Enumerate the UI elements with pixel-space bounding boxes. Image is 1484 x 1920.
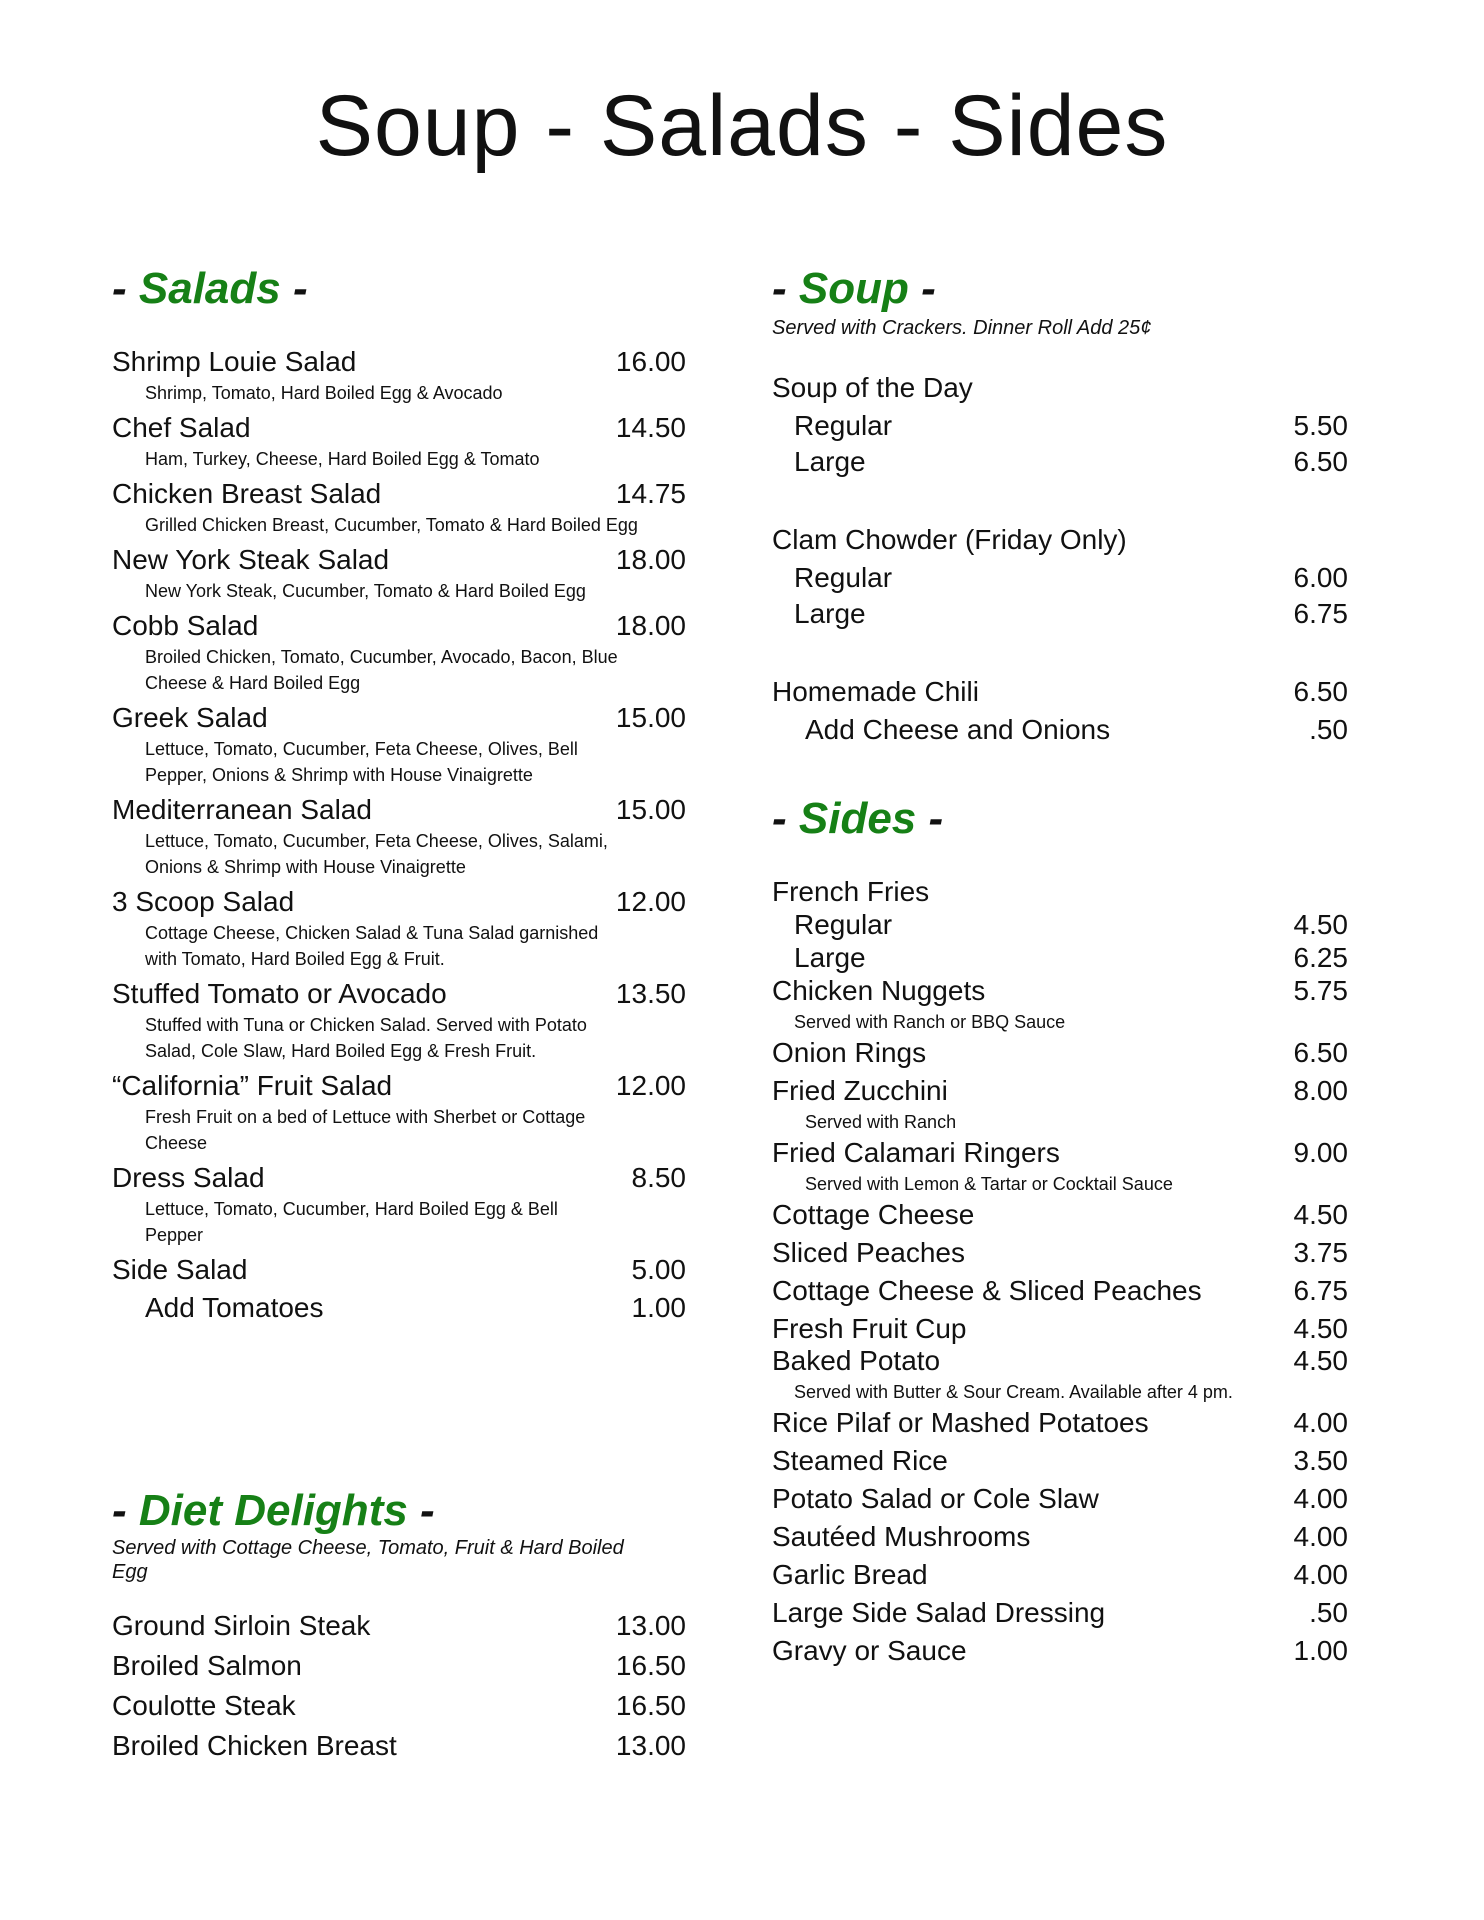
menu-item-row	[772, 1635, 1348, 1667]
item-description: Broiled Chicken, Tomato, Cucumber, Avocado, Bacon, Blue	[145, 647, 618, 667]
section-subtitle: Served with Cottage Cheese, Tomato, Fruit & Hard Boiled	[112, 1537, 624, 1559]
item-description: Salad, Cole Slaw, Hard Boiled Egg & Fresh Fruit.	[145, 1041, 537, 1061]
section-heading-salads	[112, 264, 308, 314]
menu-item-row	[772, 1597, 1348, 1629]
menu-item-row	[772, 1275, 1348, 1307]
item-name: Baked Potato	[772, 1345, 941, 1376]
menu-item-row	[112, 1254, 686, 1286]
item-name: Potato Salad or Cole Slaw	[772, 1483, 1099, 1514]
sub-item-row	[794, 562, 1348, 594]
item-name: Side Salad	[112, 1254, 248, 1285]
item-name: Garlic Bread	[772, 1559, 928, 1590]
menu-item-row	[112, 978, 686, 1010]
item-description: Lettuce, Tomato, Cucumber, Feta Cheese, Olives, Bell	[145, 739, 578, 759]
item-description: Served with Lemon & Tartar or Cocktail Sauce	[805, 1174, 1173, 1194]
menu-item-row	[112, 1690, 686, 1722]
item-price: 6.75	[1293, 1275, 1348, 1306]
item-name: Coulotte Steak	[112, 1690, 296, 1721]
item-price: 5.50	[1293, 410, 1348, 441]
item-price: 4.50	[1293, 1345, 1348, 1376]
item-price: 18.00	[615, 544, 686, 575]
menu-item-row	[772, 1483, 1348, 1515]
item-description: Served with Butter & Sour Cream. Available after 4 pm.	[794, 1382, 1233, 1402]
item-price: 4.50	[1293, 1199, 1348, 1230]
item-price: 6.50	[1293, 676, 1348, 707]
menu-item-row	[112, 610, 686, 642]
section-heading-sides	[772, 794, 943, 844]
item-name: Steamed Rice	[772, 1445, 948, 1476]
item-price: 12.00	[615, 1070, 686, 1101]
item-name: Fried Zucchini	[772, 1075, 948, 1106]
sub-item-row	[794, 410, 1348, 442]
item-name: Cottage Cheese	[772, 1199, 975, 1230]
heading-label: Sides	[798, 794, 917, 843]
item-name: Stuffed Tomato or Avocado	[112, 978, 447, 1009]
section-heading-soup	[772, 264, 936, 314]
item-name: Regular	[794, 562, 893, 593]
sub-item-row	[794, 446, 1348, 478]
item-description: Lettuce, Tomato, Cucumber, Hard Boiled Egg & Bell	[145, 1199, 558, 1219]
item-price: 4.00	[1293, 1559, 1348, 1590]
heading-label: Salads	[138, 264, 281, 313]
menu-item-row	[112, 478, 686, 510]
item-description: Pepper	[145, 1225, 204, 1245]
item-name: Homemade Chili	[772, 676, 979, 707]
item-name: Onion Rings	[772, 1037, 927, 1068]
item-description: Stuffed with Tuna or Chicken Salad. Served with Potato	[145, 1015, 587, 1035]
page-title: Soup - Salads - Sides	[315, 78, 1169, 174]
heading-label: Diet Delights	[138, 1486, 408, 1535]
item-name: Mediterranean Salad	[112, 794, 372, 825]
menu-item-row	[772, 1521, 1348, 1553]
menu-item-row	[112, 1610, 686, 1642]
item-name: Regular	[794, 410, 893, 441]
menu-item-row	[772, 876, 1348, 908]
item-description: Cheese	[145, 1133, 208, 1153]
menu-item-row	[772, 1137, 1348, 1169]
item-description: Cheese & Hard Boiled Egg	[145, 673, 361, 693]
heading-label: Soup	[798, 264, 909, 313]
heading-dash-left: -	[112, 264, 139, 313]
item-price: 14.75	[615, 478, 686, 509]
item-price: 14.50	[615, 412, 686, 443]
item-name: “California” Fruit Salad	[112, 1070, 393, 1101]
menu-item-row	[772, 372, 1348, 404]
item-price: 9.00	[1293, 1137, 1348, 1168]
menu-item-row	[112, 1070, 686, 1102]
item-name: Soup of the Day	[772, 372, 973, 403]
item-name: Regular	[794, 909, 893, 940]
item-price: 8.50	[631, 1162, 686, 1193]
menu-item-row	[772, 1407, 1348, 1439]
menu-item-row	[772, 1313, 1348, 1345]
item-price: 6.75	[1293, 598, 1348, 629]
item-name: Ground Sirloin Steak	[112, 1610, 371, 1641]
item-name: Cobb Salad	[112, 610, 259, 641]
menu-item-row	[772, 524, 1348, 556]
item-name: Chicken Nuggets	[772, 975, 986, 1006]
item-name: New York Steak Salad	[112, 544, 390, 575]
item-price: 16.50	[615, 1690, 686, 1721]
item-name: Sautéed Mushrooms	[772, 1521, 1031, 1552]
item-price: .50	[1309, 1597, 1348, 1628]
item-price: 6.25	[1293, 942, 1348, 973]
menu-item-row	[772, 1075, 1348, 1107]
item-description: Fresh Fruit on a bed of Lettuce with Sherbet or Cottage	[145, 1107, 586, 1127]
item-description: Ham, Turkey, Cheese, Hard Boiled Egg & Tomato	[145, 449, 540, 469]
heading-dash-right: -	[916, 794, 944, 843]
item-name: Gravy or Sauce	[772, 1635, 967, 1666]
menu-item-row	[112, 412, 686, 444]
item-price: 12.00	[615, 886, 686, 917]
item-price: 18.00	[615, 610, 686, 641]
item-name: Greek Salad	[112, 702, 268, 733]
item-name: Clam Chowder (Friday Only)	[772, 524, 1127, 555]
sub-item-row	[794, 942, 1348, 974]
item-name: Sliced Peaches	[772, 1237, 966, 1268]
item-price: 4.50	[1293, 1313, 1348, 1344]
sub-item-row	[805, 714, 1348, 746]
menu-item-row	[772, 975, 1348, 1007]
menu-item-row	[112, 1650, 686, 1682]
menu-item-row	[112, 1162, 686, 1194]
item-name: Shrimp Louie Salad	[112, 346, 357, 377]
item-description: New York Steak, Cucumber, Tomato & Hard Boiled Egg	[145, 581, 586, 601]
sub-item-row	[794, 909, 1348, 941]
menu-item-row	[112, 886, 686, 918]
heading-dash-right: -	[908, 264, 936, 313]
item-name: Chicken Breast Salad	[112, 478, 382, 509]
item-description: Onions & Shrimp with House Vinaigrette	[145, 857, 466, 877]
item-price: 6.50	[1293, 1037, 1348, 1068]
heading-dash-left: -	[772, 264, 799, 313]
section-subtitle: Served with Crackers. Dinner Roll Add 25¢	[772, 317, 1152, 339]
item-price: 4.00	[1293, 1407, 1348, 1438]
item-price: .50	[1309, 714, 1348, 745]
item-name: French Fries	[772, 876, 930, 907]
item-name: Broiled Chicken Breast	[112, 1730, 397, 1761]
item-price: 4.00	[1293, 1521, 1348, 1552]
sub-item-row	[794, 598, 1348, 630]
item-price: 13.00	[615, 1730, 686, 1761]
menu-item-row	[772, 676, 1348, 708]
item-price: 8.00	[1293, 1075, 1348, 1106]
menu-item-row	[772, 1199, 1348, 1231]
menu-item-row	[112, 544, 686, 576]
item-price: 16.00	[615, 346, 686, 377]
item-price: 13.00	[615, 1610, 686, 1641]
item-name: Dress Salad	[112, 1162, 265, 1193]
heading-dash-right: -	[280, 264, 308, 313]
section-heading-diet	[112, 1486, 435, 1536]
section-subtitle: Egg	[112, 1561, 148, 1583]
item-name: Add Cheese and Onions	[805, 714, 1111, 745]
item-description: Lettuce, Tomato, Cucumber, Feta Cheese, Olives, Salami,	[145, 831, 608, 851]
item-description: Cottage Cheese, Chicken Salad & Tuna Salad garnished	[145, 923, 599, 943]
item-price: 4.00	[1293, 1483, 1348, 1514]
item-name: Add Tomatoes	[145, 1292, 324, 1323]
item-name: Chef Salad	[112, 412, 251, 443]
heading-dash-right: -	[407, 1486, 435, 1535]
item-description: with Tomato, Hard Boiled Egg & Fruit.	[145, 949, 445, 969]
item-description: Served with Ranch	[805, 1112, 957, 1132]
menu-item-row	[772, 1037, 1348, 1069]
heading-dash-left: -	[772, 794, 799, 843]
item-price: 5.00	[631, 1254, 686, 1285]
addon-row	[145, 1292, 686, 1324]
item-price: 1.00	[631, 1292, 686, 1323]
item-name: Large Side Salad Dressing	[772, 1597, 1106, 1628]
item-price: 15.00	[615, 794, 686, 825]
item-price: 6.50	[1293, 446, 1348, 477]
item-name: Large	[794, 598, 866, 629]
item-price: 16.50	[615, 1650, 686, 1681]
item-description: Grilled Chicken Breast, Cucumber, Tomato & Hard Boiled Egg	[145, 515, 638, 535]
item-name: Fried Calamari Ringers	[772, 1137, 1060, 1168]
item-description: Pepper, Onions & Shrimp with House Vinaigrette	[145, 765, 533, 785]
menu-item-row	[112, 794, 686, 826]
item-price: 15.00	[615, 702, 686, 733]
item-price: 6.00	[1293, 562, 1348, 593]
menu-item-row	[112, 1730, 686, 1762]
item-description: Shrimp, Tomato, Hard Boiled Egg & Avocado	[145, 383, 503, 403]
item-name: Broiled Salmon	[112, 1650, 302, 1681]
item-price: 1.00	[1293, 1635, 1348, 1666]
item-name: Large	[794, 446, 866, 477]
item-price: 3.75	[1293, 1237, 1348, 1268]
item-price: 3.50	[1293, 1445, 1348, 1476]
item-name: Rice Pilaf or Mashed Potatoes	[772, 1407, 1149, 1438]
item-name: Cottage Cheese & Sliced Peaches	[772, 1275, 1202, 1306]
menu-item-row	[112, 346, 686, 378]
menu-item-row	[772, 1345, 1348, 1377]
heading-dash-left: -	[112, 1486, 139, 1535]
item-price: 13.50	[615, 978, 686, 1009]
item-name: Large	[794, 942, 866, 973]
item-price: 5.75	[1293, 975, 1348, 1006]
item-description: Served with Ranch or BBQ Sauce	[794, 1012, 1066, 1032]
item-name: 3 Scoop Salad	[112, 886, 295, 917]
item-price: 4.50	[1293, 909, 1348, 940]
menu-item-row	[112, 702, 686, 734]
item-name: Fresh Fruit Cup	[772, 1313, 967, 1344]
menu-item-row	[772, 1559, 1348, 1591]
menu-item-row	[772, 1237, 1348, 1269]
menu-item-row	[772, 1445, 1348, 1477]
